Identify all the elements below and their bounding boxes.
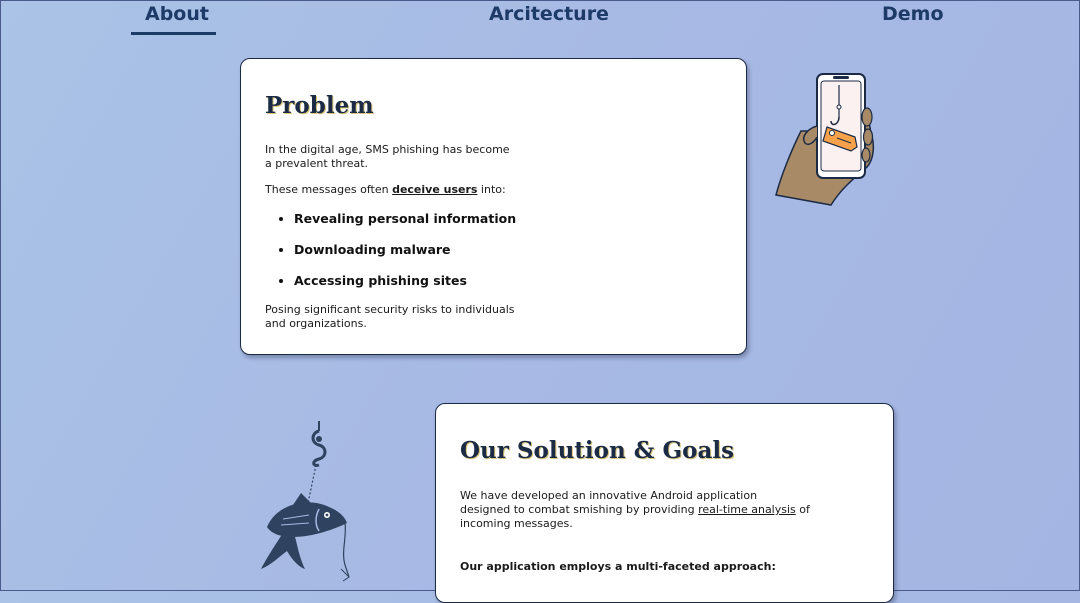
real-time-analysis-highlight: real-time analysis — [698, 503, 796, 516]
problem-deceive-text — [265, 183, 565, 197]
fish-on-hook-icon — [253, 419, 363, 584]
problem-bullet-list — [265, 209, 614, 302]
list-item: • Downloading malware — [294, 240, 614, 271]
deceive-suffix: into: — [477, 183, 506, 196]
nav-item-demo[interactable]: Demo — [882, 3, 944, 25]
solution-description — [460, 489, 850, 531]
nav-active-underline — [131, 32, 216, 35]
list-item: • Accessing phishing sites — [294, 271, 614, 302]
nav-item-architecture[interactable]: Arcitecture — [489, 3, 609, 25]
problem-outro-text: Posing significant security risks to individuals and organizations. — [265, 303, 515, 330]
problem-intro-text: In the digital age, SMS phishing has become a prevalent threat. — [265, 143, 510, 170]
hand-holding-phone-hook-icon — [771, 71, 881, 207]
deceive-users-highlight: deceive users — [392, 183, 478, 196]
deceive-prefix: These messages often — [265, 183, 393, 196]
solution-desc-prefix: designed to combat smishing by providing — [460, 503, 699, 516]
problem-title: Problem — [265, 92, 374, 119]
solution-card — [435, 403, 894, 603]
solution-desc-suffix: of incoming messages. — [460, 503, 810, 530]
solution-title: Our Solution & Goals — [460, 437, 735, 464]
problem-card — [240, 58, 747, 355]
list-item: • Revealing personal information — [294, 209, 614, 240]
solution-desc-line1: We have developed an innovative Android application — [460, 489, 758, 502]
nav-item-about[interactable]: About — [145, 3, 209, 25]
solution-approach-heading: Our application employs a multi-faceted approach: — [460, 560, 776, 573]
